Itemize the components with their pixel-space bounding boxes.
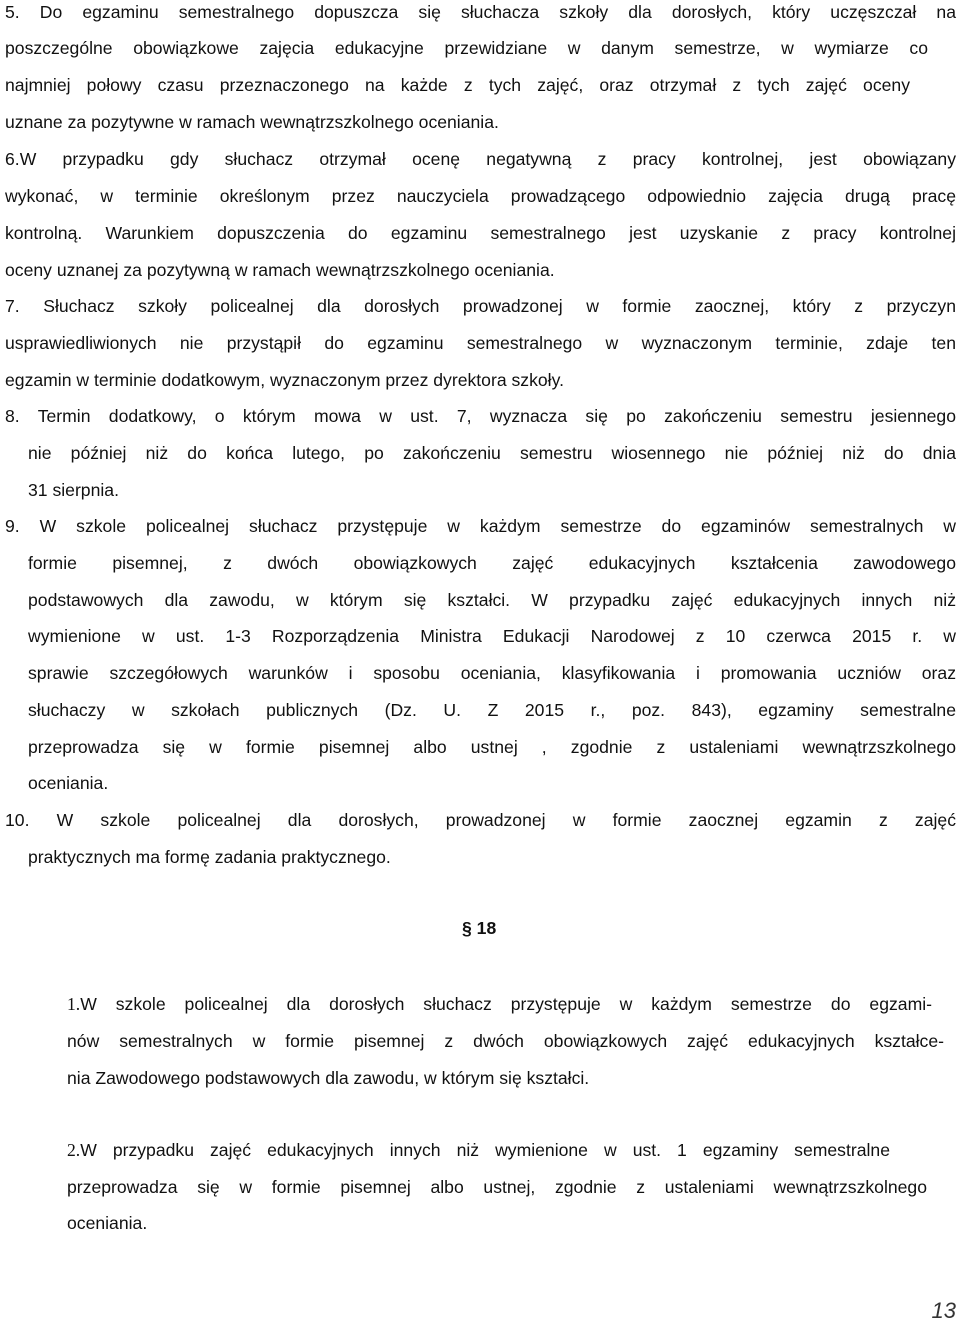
paragraph-8-line-3: 31 sierpnia. [28, 480, 119, 500]
paragraph-9-line-4: wymienione w ust. 1-3 Rozporządzenia Ministra Edukacji Narodowej z 10 czerwca 2015 r. w [28, 626, 956, 646]
paragraph-9-line-7: przeprowadza się w formie pisemnej albo ustnej , zgodnie z ustaleniami wewnątrzszkolnego [28, 737, 956, 757]
paragraph-7-line-2: usprawiedliwionych nie przystąpił do egzaminu semestralnego w wyznaczonym terminie, zdaje ten [5, 333, 956, 353]
page-number: 13 [931, 1298, 956, 1323]
paragraph-9-line-3: podstawowych dla zawodu, w którym się kształci. W przypadku zajęć edukacyjnych innych niż [28, 590, 956, 610]
paragraph-5-line-3: najmniej połowy czasu przeznaczonego na każde z tych zajęć, oraz otrzymał z tych zajęć oceny [5, 75, 910, 95]
paragraph-10-line-1: 10. W szkole policealnej dla dorosłych, prowadzonej w formie zaocznej egzamin z zajęć [5, 810, 957, 830]
section-18-paragraph-1-line-1: 1.W szkole policealnej dla dorosłych słuchacz przystępuje w każdym semestrze do egzami- [67, 994, 932, 1014]
paragraph-6-line-3: kontrolną. Warunkiem dopuszczenia do egzaminu semestralnego jest uzyskanie z pracy kontrolnej [5, 223, 956, 243]
section-18-paragraph-1-line-2: nów semestralnych w formie pisemnej z dwóch obowiązkowych zajęć edukacyjnych kształce- [67, 1031, 944, 1051]
paragraph-6-line-2: wykonać, w terminie określonym przez nauczyciela prowadzącego odpowiednio zajęcia drugą pracę [5, 186, 956, 206]
paragraph-9-line-5: sprawie szczegółowych warunków i sposobu oceniania, klasyfikowania i promowania uczniów oraz [28, 663, 956, 683]
paragraph-5-line-1: 5. Do egzaminu semestralnego dopuszcza się słuchacza szkoły dla dorosłych, który uczęszczał na [5, 2, 956, 22]
paragraph-8-line-2: nie później niż do końca lutego, po zakończeniu semestru wiosennego nie później niż do dnia [28, 443, 956, 463]
paragraph-7-line-1: 7. Słuchacz szkoły policealnej dla dorosłych prowadzonej w formie zaocznej, który z przyczyn [5, 296, 957, 316]
paragraph-10-line-2: praktycznych ma formę zadania praktycznego. [28, 847, 391, 867]
paragraph-9-line-2: formie pisemnej, z dwóch obowiązkowych zajęć edukacyjnych kształcenia zawodowego [28, 553, 956, 573]
paragraph-9-line-1: 9. W szkole policealnej słuchacz przystępuje w każdym semestrze do egzaminów semestralnych w [5, 516, 957, 536]
paragraph-9-line-8: oceniania. [28, 773, 109, 793]
paragraph-5-line-2: poszczególne obowiązkowe zajęcia edukacyjne przewidziane w danym semestrze, w wymiarze co [5, 38, 928, 58]
section-heading: § 18 [462, 918, 497, 938]
paragraph-8-line-1: 8. Termin dodatkowy, o którym mowa w ust. 7, wyznacza się po zakończeniu semestru jesiennego [5, 406, 956, 426]
section-18-paragraph-2-line-2: przeprowadza się w formie pisemnej albo ustnej, zgodnie z ustaleniami wewnątrzszkolnego [67, 1177, 927, 1197]
paragraph-7-line-3: egzamin w terminie dodatkowym, wyznaczonym przez dyrektora szkoły. [5, 370, 564, 390]
section-18-paragraph-2-line-1: 2.W przypadku zajęć edukacyjnych innych niż wymienione w ust. 1 egzaminy semestralne [67, 1140, 890, 1160]
paragraph-5-line-4: uznane za pozytywne w ramach wewnątrzszkolnego oceniania. [5, 112, 499, 132]
section-18-paragraph-2-line-3: oceniania. [67, 1213, 148, 1233]
paragraph-6-line-1: 6.W przypadku gdy słuchacz otrzymał ocenę negatywną z pracy kontrolnej, jest obowiązany [5, 149, 956, 169]
paragraph-6-line-4: oceny uznanej za pozytywną w ramach wewnątrzszkolnego oceniania. [5, 260, 555, 280]
section-18-paragraph-1-line-3: nia Zawodowego podstawowych dla zawodu, w którym się kształci. [67, 1068, 590, 1088]
paragraph-9-line-6: słuchaczy w szkołach publicznych (Dz. U. Z 2015 r., poz. 843), egzaminy semestralne [28, 700, 956, 720]
